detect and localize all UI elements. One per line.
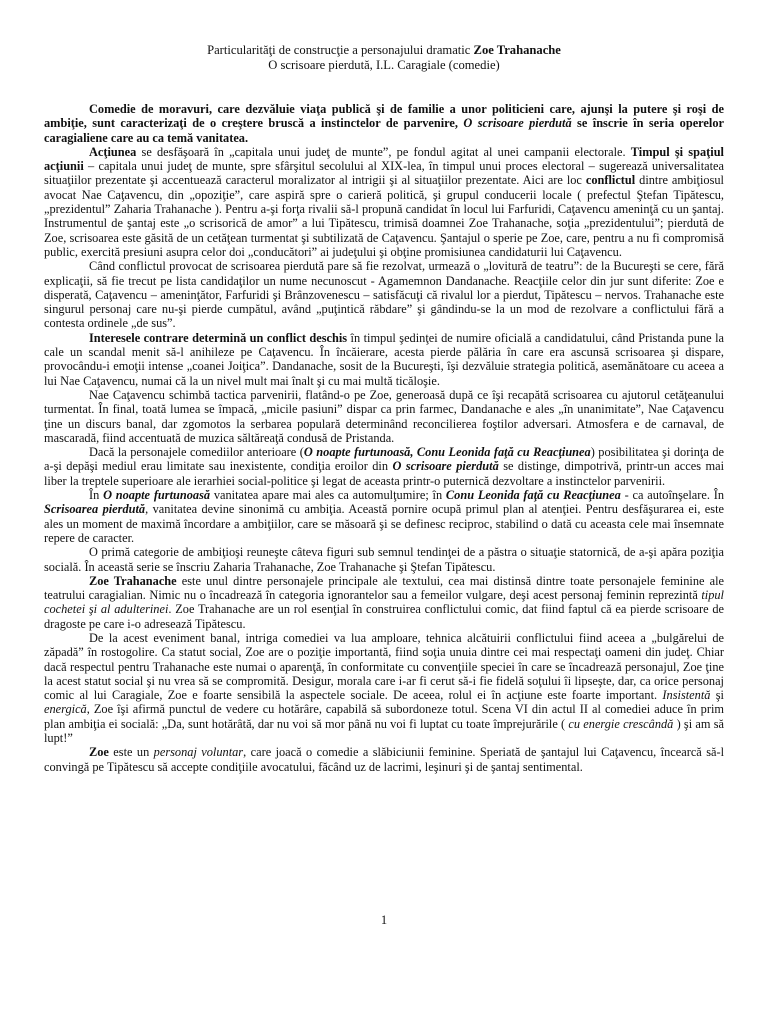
text-run: O noapte furtunoasă, Conu Leonida faţă cu Reacţiunea: [303, 445, 591, 460]
header-spacer: [44, 73, 724, 102]
title-line: [44, 43, 724, 58]
body-paragraph: [44, 488, 724, 545]
text-run: Interesele contrare determină un conflict deschis: [89, 330, 348, 345]
text-run: – capitala unui judeţ de munte, spre sfârşitul secolului al XIX-lea, în timpul unui proces electoral – sugerează universalitatea situaţiilor prezentate şi accentuează caracterul moralizator al intrigii şi al situaţiilor prezentate. Aici are loc: [44, 159, 724, 188]
body-paragraph: [44, 631, 724, 745]
text-run: - ca autoînşelare. În: [620, 488, 724, 503]
text-run: cu energie crescândă: [568, 716, 674, 731]
body-paragraph: [44, 145, 724, 259]
subtitle-line: O scrisoare pierdută, I.L. Caragiale (comedie): [268, 58, 500, 72]
page-number: 1: [380, 913, 388, 927]
text-run: . Zoe Trahanache are un rol esenţial în construirea conflictului comic, dat fiind faptul că ea pierde scrisoare de dragoste pe care i-o adresează Tipătescu.: [44, 602, 724, 631]
text-run: Comedie de moravuri, care dezvăluie viaţa publică şi de familie a unor politicieni care, ajunşi la putere şi roşi de ambiţie, sunt caracterizaţi de o creştere bruscă a instinctelor de parvenire,: [44, 102, 724, 131]
text-run: ) şi am să lupt!”: [44, 716, 724, 746]
body-paragraph: [44, 745, 724, 774]
text-run: Zoe Trahanache: [89, 573, 177, 588]
body-paragraph: [44, 259, 724, 330]
body-paragraph: [44, 574, 724, 631]
text-run: Acţiunea: [89, 144, 137, 159]
text-run: personaj voluntar: [153, 745, 244, 760]
text-run: Insistentă: [662, 688, 711, 703]
body-paragraph: [44, 102, 724, 145]
text-run: , Zoe îşi afirmă punctul de vedere cu hotărâre, capabilă să subordoneze totul. Scena VI din actul II al comediei aduce în prim plan ambiţia ei socială: „Da, sunt hotărâtă, dar nu voi să mor până nu voi fi luptat cu toate împrejurările (: [44, 702, 724, 731]
text-run: , vanitatea devine sinonimă cu ambiţia. Această pornire ocupă primul plan al atenţiei. Pentru desfăşurarea ei, este ales un moment de maximă încordare a ambiţiilor, care se măsoară şi se definesc reciproc, stabilind o dată cu aceasta cele mai însemnate repere de caracter.: [44, 502, 724, 545]
text-run: Nae Caţavencu schimbă tactica parvenirii, flatând-o pe Zoe, generoasă după ce îşi recapătă scrisoarea cu ajutorul cetăţeanului turmentat. În final, toată lumea se împacă, „micile pasiuni” dispar ca prin farmec, Dandanache e ales „în unanimitate”, Nae Caţavencu ţine un discurs banal, dar zgomotos la serbarea populară determinând reconcilierea foştilor adversari. Atmosfera e de carnaval, de mascaradă, fiind accentuată de muzica săltăreaţă condusă de Pristanda.: [44, 387, 724, 445]
body-paragraph: [44, 545, 724, 574]
text-run: se desfăşoară în „capitala unui judeţ de munte”, pe fondul agitat al unei campanii electorale.: [136, 144, 631, 159]
text-run: Timpul şi spaţiul acţiunii: [44, 144, 724, 174]
title-character-name: Zoe Trahanache: [473, 43, 561, 57]
text-run: , care joacă o comedie a slăbiciunii feminine. Speriată de şantajul lui Caţavencu, încearcă să-l convingă pe Tipătescu să accepte condiţiile avocatului, făcând uz de lacrimi, leşinuri şi de şantaj sentimental.: [44, 745, 725, 774]
text-run: O scrisoare pierdută: [463, 116, 572, 131]
text-run: Dacă la personajele comediilor anterioare (: [89, 445, 304, 460]
text-run: conflictul: [585, 173, 636, 188]
text-run: De la acest eveniment banal, intriga comediei va lua amploare, tehnica alcătuirii conflictului fiind aceea a „bulgărelui de zăpadă” în rostogolire. Ca statut social, Zoe are o poziţie importantă, fiind soţia unuia dintre cei mai respectaţi oameni din judeţ. Chiar dacă respectul pentru Trahanache este numai o aparenţă, în conformitate cu convenţiile speciei în care se încadrează personajul, Zoe ţine la acest statut social şi nu vrea să se compromită. Desigur, morala care i-ar fi cerut să-i fie fidelă soţului îi lipseşte, dar, ca orice personaj comic al lui Caragiale, Zoe e foarte sensibilă la aspectele sociale. De aceea, rolul ei în acţiune este foarte important.: [44, 630, 724, 703]
body-paragraph: [44, 331, 724, 388]
text-run: În: [89, 488, 104, 503]
text-run: în timpul şedinţei de numire oficială a candidatului, când Pristanda pune la cale un scandal menit să-l anihileze pe Caţavencu. În încăierare, acesta pierde pălăria în care era ascunsă scrisoarea şi dispare, provocându-i emoţii intense „coanei Joiţica”. Dandanache, sosit de la Bucureşti, îşi dezvăluie strategia politică, asemănătoare cu aceea a lui Nae Caţavencu, numai că la un nivel mult mai înalt şi cu mai multă ticăloşie.: [44, 330, 724, 388]
text-run: Zoe: [89, 745, 109, 760]
text-run: ) posibilitatea şi dorinţa de a-şi depăşi mediul erau limitate sau inexistente, condiţia eroilor din: [44, 445, 724, 474]
text-run: dintre ambiţiosul avocat Nae Caţavencu, din „opoziţie”, care aspiră spre o carieră politică, şi grupul conducerii locale ( prefectul Ştefan Tipătescu, „prezidentul” Zaharia Trahanache ). Pentru a-şi forţa rivalii să-l propună candidat în locul lui Farfuridi, Caţavencu ameninţă cu un şantaj. Instrumentul de şantaj este „o scrisorică de amor” a lui Tipătescu, trimisă doamnei Zoe Trahanache, soţia „prezidentului”; pierdută de Zoe, scrisoarea este găsită de un cetăţean turmentat şi subtilizată de Caţavencu. Şantajul o sperie pe Zoe, care, pentru a nu fi compromisă public, exercită presiuni asupra celor doi „conducători” ai judeţului şi obţine promisiunea candidaturii lui Caţavencu.: [44, 173, 724, 259]
body-paragraph: [44, 445, 724, 488]
text-run: este unul dintre personajele principale ale textului, cea mai distinsă dintre toate personajele feminine ale teatrului caragialian. Nimic nu o încadrează în categoria ignorantelor sau a femeilor vulgare, deşi acest personaj feminin reprezintă: [44, 573, 724, 603]
text-run: O scrisoare pierdută: [392, 459, 499, 474]
text-run: tipul cochetei şi al adulterinei: [44, 588, 724, 617]
text-run: Când conflictul provocat de scrisoarea pierdută pare să fie rezolvat, urmează o „lovitură de teatru”: de la Bucureşti se cere, fără explicaţii, să fie trecut pe lista candidaţilor un nume necunoscut - Agamemnon Dandanache. Reacţiile celor din jur sunt diferite: Zoe e disperată, Caţavencu – ameninţător, Farfuridi şi Brânzovenescu – satisfăcuţi că rivalul lor a pierdut, Tipătescu – nervos. Trahanache este singurul personaj care nu-şi pierde cumpătul, având „puţintică răbdare” şi gândindu-se la un mod de rezolvare a conflictului fără a contesta ordinele „de sus”.: [44, 259, 724, 331]
document-body: [44, 102, 724, 774]
document-header: [44, 43, 724, 73]
text-run: vanitatea apare mai ales ca automulţumire; în: [210, 488, 446, 503]
text-run: este un: [108, 745, 154, 760]
text-run: se înscrie în seria operelor caragialiene care au ca temă vanitatea.: [44, 116, 724, 145]
title-prefix: Particularităţi de construcţie a personajului dramatic: [207, 43, 474, 57]
text-run: O primă categorie de ambiţioşi reuneşte câteva figuri sub semnul tendinţei de a păstra o situaţie statornică, de a-şi apăra poziţia socială. În această serie se înscriu Zaharia Trahanache, Zoe Trahanache şi Ştefan Tipătescu.: [44, 545, 724, 574]
text-run: şi: [710, 688, 724, 703]
text-run: energică: [44, 702, 87, 717]
body-paragraph: [44, 388, 724, 445]
text-run: Conu Leonida faţă cu Reacţiunea: [445, 488, 621, 503]
text-run: Scrisoarea pierdută: [44, 502, 146, 517]
text-run: O noapte furtunoasă: [103, 488, 211, 503]
text-run: se distinge, dimpotrivă, printr-un acces mai liber la treptele superioare ale ierarhiei social-politice şi legat de aceasta printr-o puternică dezvoltare a instinctelor parvenirii.: [44, 459, 724, 488]
